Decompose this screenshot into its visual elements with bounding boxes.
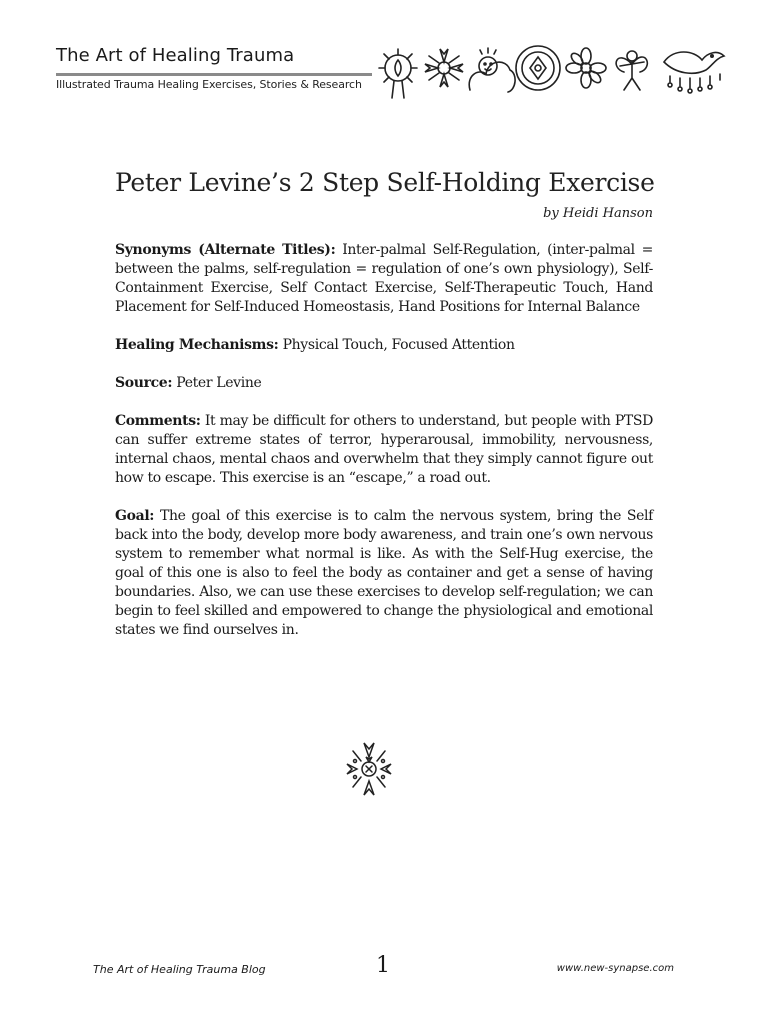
bird-with-raindrops-icon bbox=[664, 52, 724, 93]
flower-burst-ornament-icon bbox=[346, 740, 392, 798]
page-number: 1 bbox=[376, 953, 390, 978]
page-header bbox=[56, 44, 376, 91]
synonyms-label: Synonyms (Alternate Titles): bbox=[115, 242, 336, 258]
ornate-medallion-icon bbox=[516, 46, 560, 90]
mechanisms-text: Physical Touch, Focused Attention bbox=[278, 337, 515, 353]
author-byline: by Heidi Hanson bbox=[543, 206, 653, 221]
daisy-flower-icon bbox=[566, 48, 606, 88]
article-body bbox=[115, 165, 653, 640]
footer-website[interactable]: www.new-synapse.com bbox=[556, 963, 674, 974]
article-title: Peter Levine’s 2 Step Self-Holding Exercise bbox=[115, 168, 655, 197]
header-divider bbox=[56, 73, 372, 76]
goal-section bbox=[115, 507, 653, 640]
fairy-figure-icon bbox=[616, 51, 647, 90]
mechanisms-label: Healing Mechanisms: bbox=[115, 337, 279, 353]
source-section bbox=[115, 374, 653, 393]
publication-subtitle: Illustrated Trauma Healing Exercises, Stories & Research bbox=[56, 78, 362, 91]
source-text: Peter Levine bbox=[172, 375, 262, 391]
mechanisms-section bbox=[115, 336, 653, 355]
source-label: Source: bbox=[115, 375, 173, 391]
goal-label: Goal: bbox=[115, 508, 155, 524]
comments-text: It may be difficult for others to understand, but people with PTSD can suffer extreme states of terror, hyperarousal, immobility, nervousness, internal chaos, mental chaos and overwhelm that they simply cannot figure out how to escape. This exercise is an “escape,” a road out. bbox=[115, 413, 653, 486]
synonyms-section bbox=[115, 241, 653, 317]
candle-flower-icon bbox=[379, 49, 417, 98]
footer-blog-name: The Art of Healing Trauma Blog bbox=[93, 963, 266, 976]
comments-label: Comments: bbox=[115, 413, 201, 429]
synonyms-text: Inter-palmal Self-Regulation, (inter-palmal = between the palms, self-regulation = regulation of one’s own physiology), Self-Containment Exercise, Self Contact Exercise, Self-Therapeutic Touch, Hand Placement for Self-Induced Homeostasis, Hand Positions for Internal Balance bbox=[115, 242, 653, 315]
flower-burst-icon bbox=[425, 49, 463, 87]
comments-section bbox=[115, 412, 653, 488]
header-illustrations bbox=[376, 40, 740, 102]
publication-title: The Art of Healing Trauma bbox=[56, 45, 295, 66]
goal-text: The goal of this exercise is to calm the nervous system, bring the Self back into the body, develop more body awareness, and train one’s own nervous system to remember what normal is like. As with the Self-Hug exercise, the goal of this one is also to feel the body as container and get a sense of having boundaries. Also, we can use these exercises to develop self-regulation; we can begin to feel skilled and empowered to change the physiological and emotional states we find ourselves in. bbox=[115, 508, 653, 638]
smiling-sun-face-icon bbox=[469, 48, 515, 92]
